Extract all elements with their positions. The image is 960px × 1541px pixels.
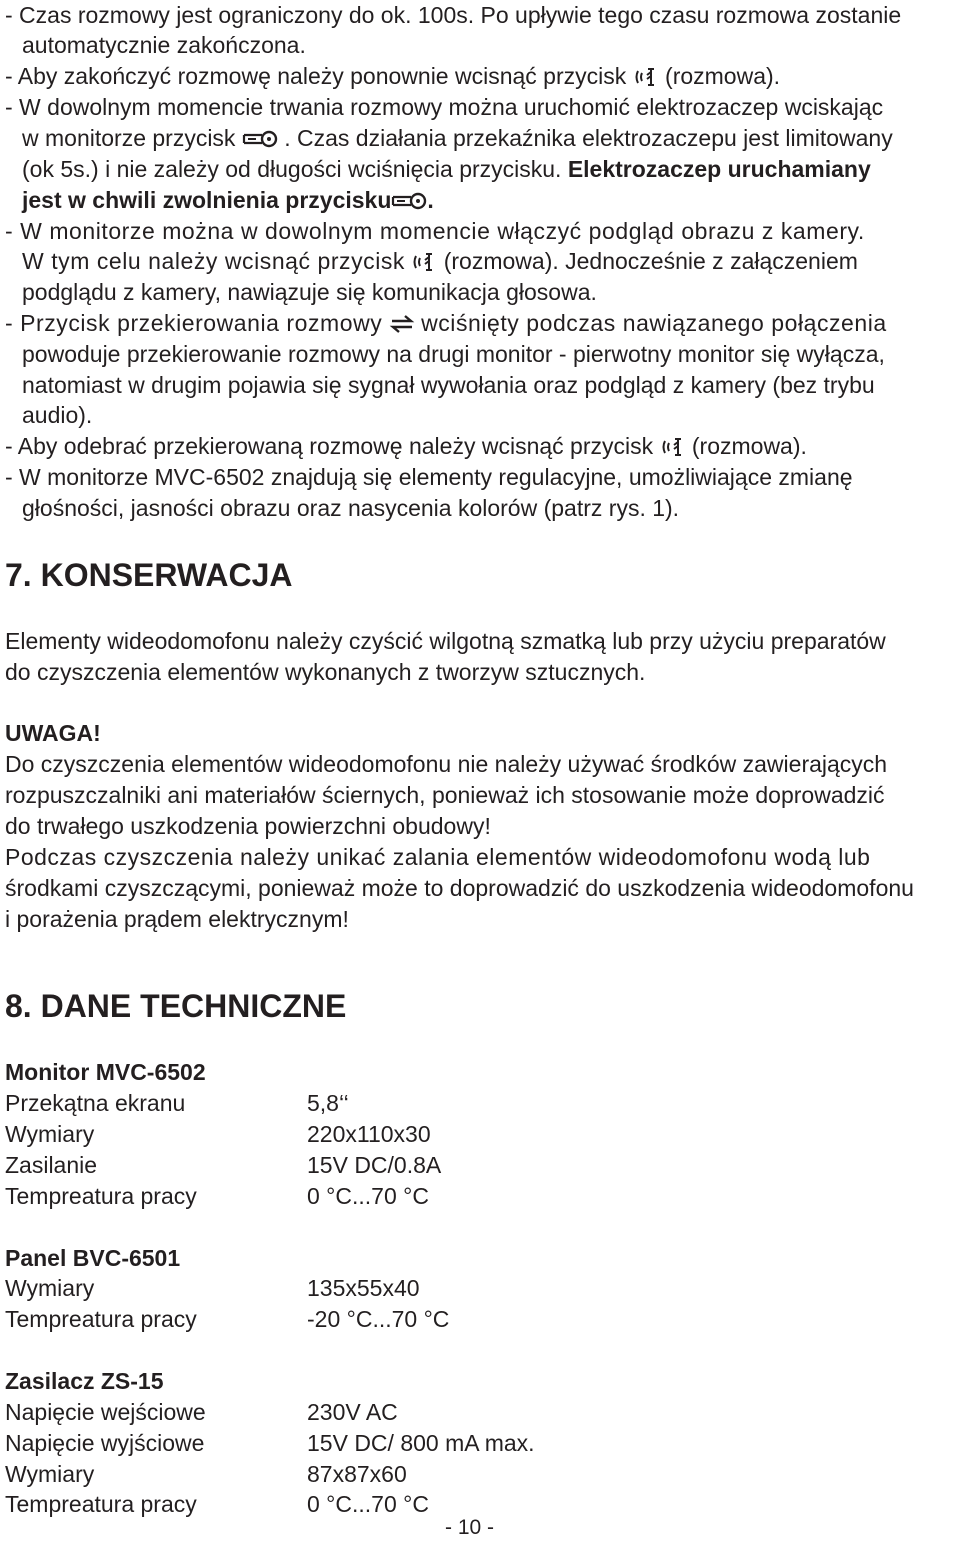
spec-value: 0 °C...70 °C [307,1491,429,1517]
note-transfer-text: - Przycisk przekierowania rozmowy [5,310,383,336]
spec-value: 220x110x30 [307,1121,431,1147]
spec-value: 5,8‘‘ [307,1090,349,1116]
note-transfer-line-1 [5,308,887,341]
spec-label: Wymiary [5,1121,95,1147]
transfer-arrows-icon [389,311,415,341]
note-door-lock-line-2 [22,123,893,156]
note-transfer-line-2: powoduje przekierowanie rozmowy na drugi monitor - pierwotny monitor się wyłącza, [22,341,885,367]
spec-group-title: Monitor MVC-6502 [5,1059,206,1085]
note-transfer-line-3: natomiast w drugim pojawia się sygnał wywołania oraz podgląd z kamery (bez trybu [22,372,875,398]
spec-label: Napięcie wejściowe [5,1399,206,1425]
note-door-lock-period: . [427,187,434,213]
note-call-time-line-1: - Czas rozmowy jest ograniczony do ok. 100s. Po upływie tego czasu rozmowa zostanie [5,2,902,28]
note-transfer-line-4: audio). [22,402,93,428]
warning-text-line-5: środkami czyszczącymi, ponieważ może to doprowadzić do uszkodzenia wideodomofonu [5,875,914,901]
spec-label: Napięcie wyjściowe [5,1430,205,1456]
spec-label: Tempreatura pracy [5,1183,197,1209]
spec-label: Wymiary [5,1461,95,1487]
spec-label: Przekątna ekranu [5,1090,186,1116]
note-controls-line-1: - W monitorze MVC-6502 znajdują się elementy regulacyjne, umożliwiające zmianę [5,464,853,490]
spec-label: Tempreatura pracy [5,1491,197,1517]
note-preview-line-3: podglądu z kamery, nawiązuje się komunikacja głosowa. [22,279,597,305]
note-answer-transfer-suffix: (rozmowa). [691,433,807,459]
note-door-lock-bold-1: Elektrozaczep uruchamiany [567,156,871,182]
note-door-lock-bold-2: jest w chwili zwolnienia przycisku [22,187,392,213]
note-preview-text: W tym celu należy wcisnąć przycisk [22,248,405,274]
note-end-call [5,61,780,94]
spec-group-title: Zasilacz ZS-15 [5,1368,164,1394]
note-end-call-suffix: (rozmowa). [665,63,781,89]
note-end-call-text: - Aby zakończyć rozmowę należy ponownie wcisnąć przycisk [5,63,627,89]
spec-value: 0 °C...70 °C [307,1183,429,1209]
spec-value: -20 °C...70 °C [307,1306,450,1332]
spec-value: 87x87x60 [307,1461,407,1487]
door-key-icon-2 [391,188,427,218]
maintenance-text-line-1: Elementy wideodomofonu należy czyścić wilgotną szmatką lub przy użyciu preparatów [5,628,886,654]
note-preview-line-2 [22,246,858,279]
note-preview-text-2: (rozmowa). Jednocześnie z załączeniem [443,248,858,274]
spec-label: Wymiary [5,1275,95,1301]
warning-text-line-3: do trwałego uszkodzenia powierzchni obudowy! [5,813,491,839]
spec-group-title: Panel BVC-6501 [5,1245,181,1271]
note-door-lock-text-2: . Czas działania przekaźnika elektrozaczepu jest limitowany [284,125,893,151]
note-answer-transfer [5,431,807,464]
section-7-heading: 7. KONSERWACJA [5,557,293,593]
note-preview-line-1: - W monitorze można w dowolnym momencie włączyć podgląd obrazu z kamery. [5,218,865,244]
warning-text-line-6: i porażenia prądem elektrycznym! [5,906,349,932]
warning-text-line-4: Podczas czyszczenia należy unikać zalania elementów wideodomofonu wodą lub [5,844,871,870]
note-door-lock-line-3 [22,154,871,184]
talk-icon-2 [411,249,437,279]
note-transfer-text-2: wciśnięty podczas nawiązanego połączenia [421,310,887,336]
note-answer-transfer-text: - Aby odebrać przekierowaną rozmowę należy wcisnąć przycisk [5,433,654,459]
note-door-lock-text: w monitorze przycisk [22,125,236,151]
warning-text-line-2: rozpuszczalniki ani materiałów ściernych, ponieważ ich stosowanie może doprowadzić [5,782,885,808]
door-key-icon [242,126,278,156]
note-call-time-line-2: automatycznie zakończona. [22,32,306,58]
warning-text-line-1: Do czyszczenia elementów wideodomofonu nie należy używać środków zawierających [5,751,888,777]
warning-label: UWAGA! [5,720,101,746]
talk-icon-3 [660,434,686,464]
spec-label: Zasilanie [5,1152,98,1178]
maintenance-text-line-2: do czyszczenia elementów wykonanych z tworzyw sztucznych. [5,659,646,685]
note-door-lock-line-1: - W dowolnym momencie trwania rozmowy można uruchomić elektrozaczep wciskając [5,94,884,120]
note-door-lock-line-4 [22,185,434,218]
spec-value: 230V AC [307,1399,398,1425]
note-controls-line-2: głośności, jasności obrazu oraz nasycenia kolorów (patrz rys. 1). [22,495,680,521]
spec-value: 15V DC/0.8A [307,1152,442,1178]
talk-icon [633,64,659,94]
spec-label: Tempreatura pracy [5,1306,197,1332]
spec-value: 135x55x40 [307,1275,420,1301]
note-door-lock-text-3: (ok 5s.) i nie zależy od długości wciśnięcia przycisku. [22,156,562,182]
spec-value: 15V DC/ 800 mA max. [307,1430,535,1456]
page-number: - 10 - [445,1516,495,1539]
section-8-heading: 8. DANE TECHNICZNE [5,988,347,1024]
